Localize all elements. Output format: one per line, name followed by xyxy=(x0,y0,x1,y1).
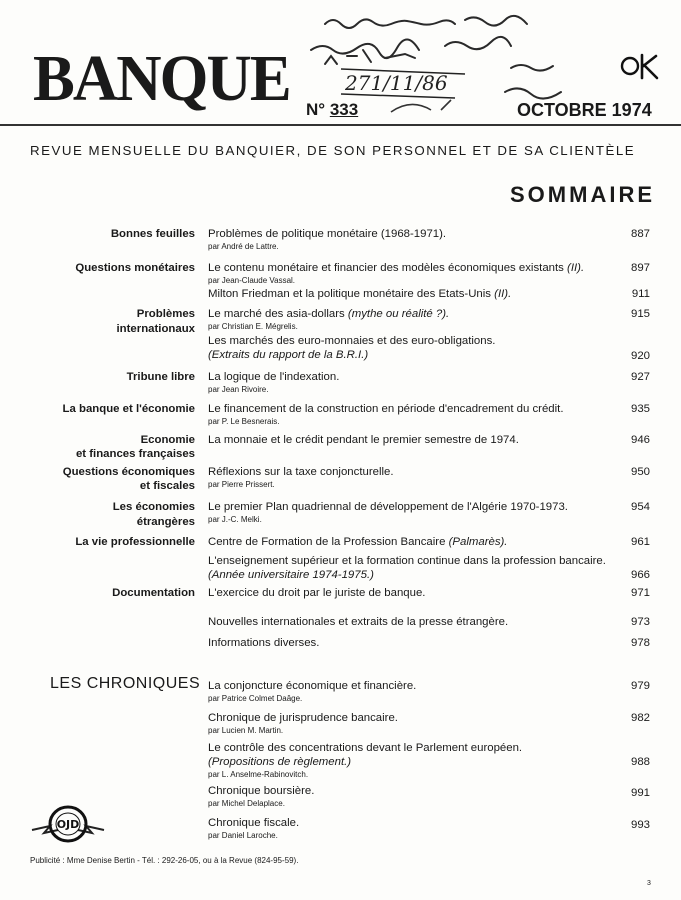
chronique-author: par Lucien M. Martin. xyxy=(208,726,284,735)
category-tribune-libre: Tribune libre xyxy=(126,371,195,383)
category-questions-monetaires: Questions monétaires xyxy=(75,262,195,274)
article-subtitle: (Extraits du rapport de la B.R.I.) xyxy=(208,349,369,361)
page-number: 897 xyxy=(630,262,650,274)
ok-mark-icon xyxy=(620,52,660,80)
category-vie-professionnelle: La vie professionnelle xyxy=(75,536,195,548)
chronique-title: Chronique boursière. xyxy=(208,785,315,797)
page-number: 920 xyxy=(630,350,650,362)
chronique-author: par L. Anselme-Rabinovitch. xyxy=(208,770,309,779)
article-entry xyxy=(208,287,628,301)
masthead-subtitle: REVUE MENSUELLE DU BANQUIER, DE SON PERSONNEL ET DE SA CLIENTÈLE xyxy=(30,143,636,158)
article-author: par J.-C. Melki. xyxy=(208,515,262,524)
chronique-entry xyxy=(208,679,628,704)
chronique-entry xyxy=(208,816,628,841)
article-title-italic: (II). xyxy=(494,288,512,300)
article-title: Le marché des asia-dollars xyxy=(208,308,348,320)
article-title-italic: (II). xyxy=(567,262,585,274)
article-entry xyxy=(208,554,628,582)
page-number: 988 xyxy=(630,756,650,768)
article-entry xyxy=(208,500,628,525)
page-number: 935 xyxy=(630,403,650,415)
article-entry xyxy=(208,334,628,362)
chronique-author: par Michel Delaplace. xyxy=(208,799,285,808)
article-author: par André de Lattre. xyxy=(208,242,279,251)
article-author: par Christian E. Mégrelis. xyxy=(208,322,298,331)
article-title: Problèmes de politique monétaire (1968-1971). xyxy=(208,228,447,240)
page-number: 979 xyxy=(630,680,650,692)
article-entry xyxy=(208,465,628,490)
article-entry xyxy=(208,433,628,447)
category-documentation: Documentation xyxy=(112,587,195,599)
chronique-subtitle: (Propositions de règlement.) xyxy=(208,756,352,768)
chronique-title: La conjoncture économique et financière. xyxy=(208,680,417,692)
category-problemes-internationaux: Problèmes internationaux xyxy=(116,308,195,335)
masthead-title: BANQUE xyxy=(33,42,290,115)
page-number: 993 xyxy=(630,819,650,831)
page-number: 927 xyxy=(630,371,650,383)
article-entry xyxy=(208,261,628,286)
page-number: 966 xyxy=(630,569,650,581)
category-economies-etrangeres: Les économies étrangères xyxy=(112,501,195,528)
page-number: 971 xyxy=(630,587,650,599)
article-title: Centre de Formation de la Profession Bancaire xyxy=(208,536,449,548)
article-title-italic: (mythe ou réalité ?). xyxy=(347,308,450,320)
article-title: Informations diverses. xyxy=(208,637,320,649)
article-entry xyxy=(208,636,628,650)
emblem-text: OJD xyxy=(56,818,80,831)
chronique-title: Chronique de jurisprudence bancaire. xyxy=(208,712,398,724)
section-title: SOMMAIRE xyxy=(510,182,655,207)
category-bonnes-feuilles: Bonnes feuilles xyxy=(110,228,195,240)
article-entry xyxy=(208,402,628,427)
article-title: Le premier Plan quadriennal de développement de l'Algérie 1970-1973. xyxy=(208,501,568,513)
article-entry xyxy=(208,535,628,549)
article-title: L'exercice du droit par le juriste de banque. xyxy=(208,587,426,599)
issue-value: 333 xyxy=(329,100,359,119)
category-banque-economie: La banque et l'économie xyxy=(62,403,195,415)
svg-text:271/11/86: 271/11/86 xyxy=(345,71,448,95)
chroniques-heading: LES CHRONIQUES xyxy=(50,675,201,692)
issue-prefix: N° xyxy=(306,100,326,119)
category-questions-economiques: Questions économiques et fiscales xyxy=(62,466,195,492)
folio-number: 3 xyxy=(647,880,651,887)
header-rule xyxy=(0,124,681,126)
article-title: Réflexions sur la taxe conjoncturelle. xyxy=(208,466,394,478)
page-number: 982 xyxy=(630,712,650,724)
article-title: Le financement de la construction en période d'encadrement du crédit. xyxy=(208,403,564,415)
ojd-emblem-icon xyxy=(28,800,108,845)
chronique-entry xyxy=(208,741,628,780)
chronique-author: par Patrice Colmet Daâge. xyxy=(208,694,303,703)
article-subtitle: (Année universitaire 1974-1975.) xyxy=(208,569,374,581)
issue-date: OCTOBRE 1974 xyxy=(517,100,652,120)
article-entry xyxy=(208,615,628,629)
chronique-entry xyxy=(208,711,628,736)
page-number: 887 xyxy=(630,228,650,240)
article-title: Milton Friedman et la politique monétaire des Etats-Unis xyxy=(208,288,495,300)
page-number: 991 xyxy=(630,787,650,799)
article-title: La monnaie et le crédit pendant le premier semestre de 1974. xyxy=(208,434,519,446)
article-entry xyxy=(208,586,628,600)
article-title: Nouvelles internationales et extraits de la presse étrangère. xyxy=(208,616,509,628)
article-author: par P. Le Besnerais. xyxy=(208,417,280,426)
article-entry xyxy=(208,227,628,252)
page-number: 973 xyxy=(630,616,650,628)
page-number: 961 xyxy=(630,536,650,548)
article-author: par Pierre Prissert. xyxy=(208,480,275,489)
chronique-title: Le contrôle des concentrations devant le Parlement européen. xyxy=(208,742,523,754)
chronique-title: Chronique fiscale. xyxy=(208,817,300,829)
article-author: par Jean-Claude Vassal. xyxy=(208,276,296,285)
article-title: Le contenu monétaire et financier des modèles économiques existants xyxy=(208,262,568,274)
chronique-author: par Daniel Laroche. xyxy=(208,831,278,840)
article-author: par Jean Rivoire. xyxy=(208,385,269,394)
page-number: 954 xyxy=(630,501,650,513)
chronique-entry xyxy=(208,784,628,809)
page-number: 911 xyxy=(631,288,650,300)
page-number: 946 xyxy=(630,434,650,446)
page-number: 915 xyxy=(630,308,650,320)
article-entry xyxy=(208,307,628,332)
article-title: L'enseignement supérieur et la formation continue dans la profession bancaire. xyxy=(208,555,606,567)
article-title: Les marchés des euro-monnaies et des euro-obligations. xyxy=(208,335,496,347)
category-economie-finances: Economie et finances françaises xyxy=(75,434,195,460)
article-title-italic: (Palmarès). xyxy=(448,536,508,548)
issue-number xyxy=(306,100,358,120)
article-entry xyxy=(208,370,628,395)
page-number: 950 xyxy=(630,466,650,478)
article-title: La logique de l'indexation. xyxy=(208,371,340,383)
footer-advertising: Publicité : Mme Denise Bertin - Tél. : 292-26-05, ou à la Revue (824-95-59). xyxy=(30,856,299,865)
page-number: 978 xyxy=(630,637,650,649)
